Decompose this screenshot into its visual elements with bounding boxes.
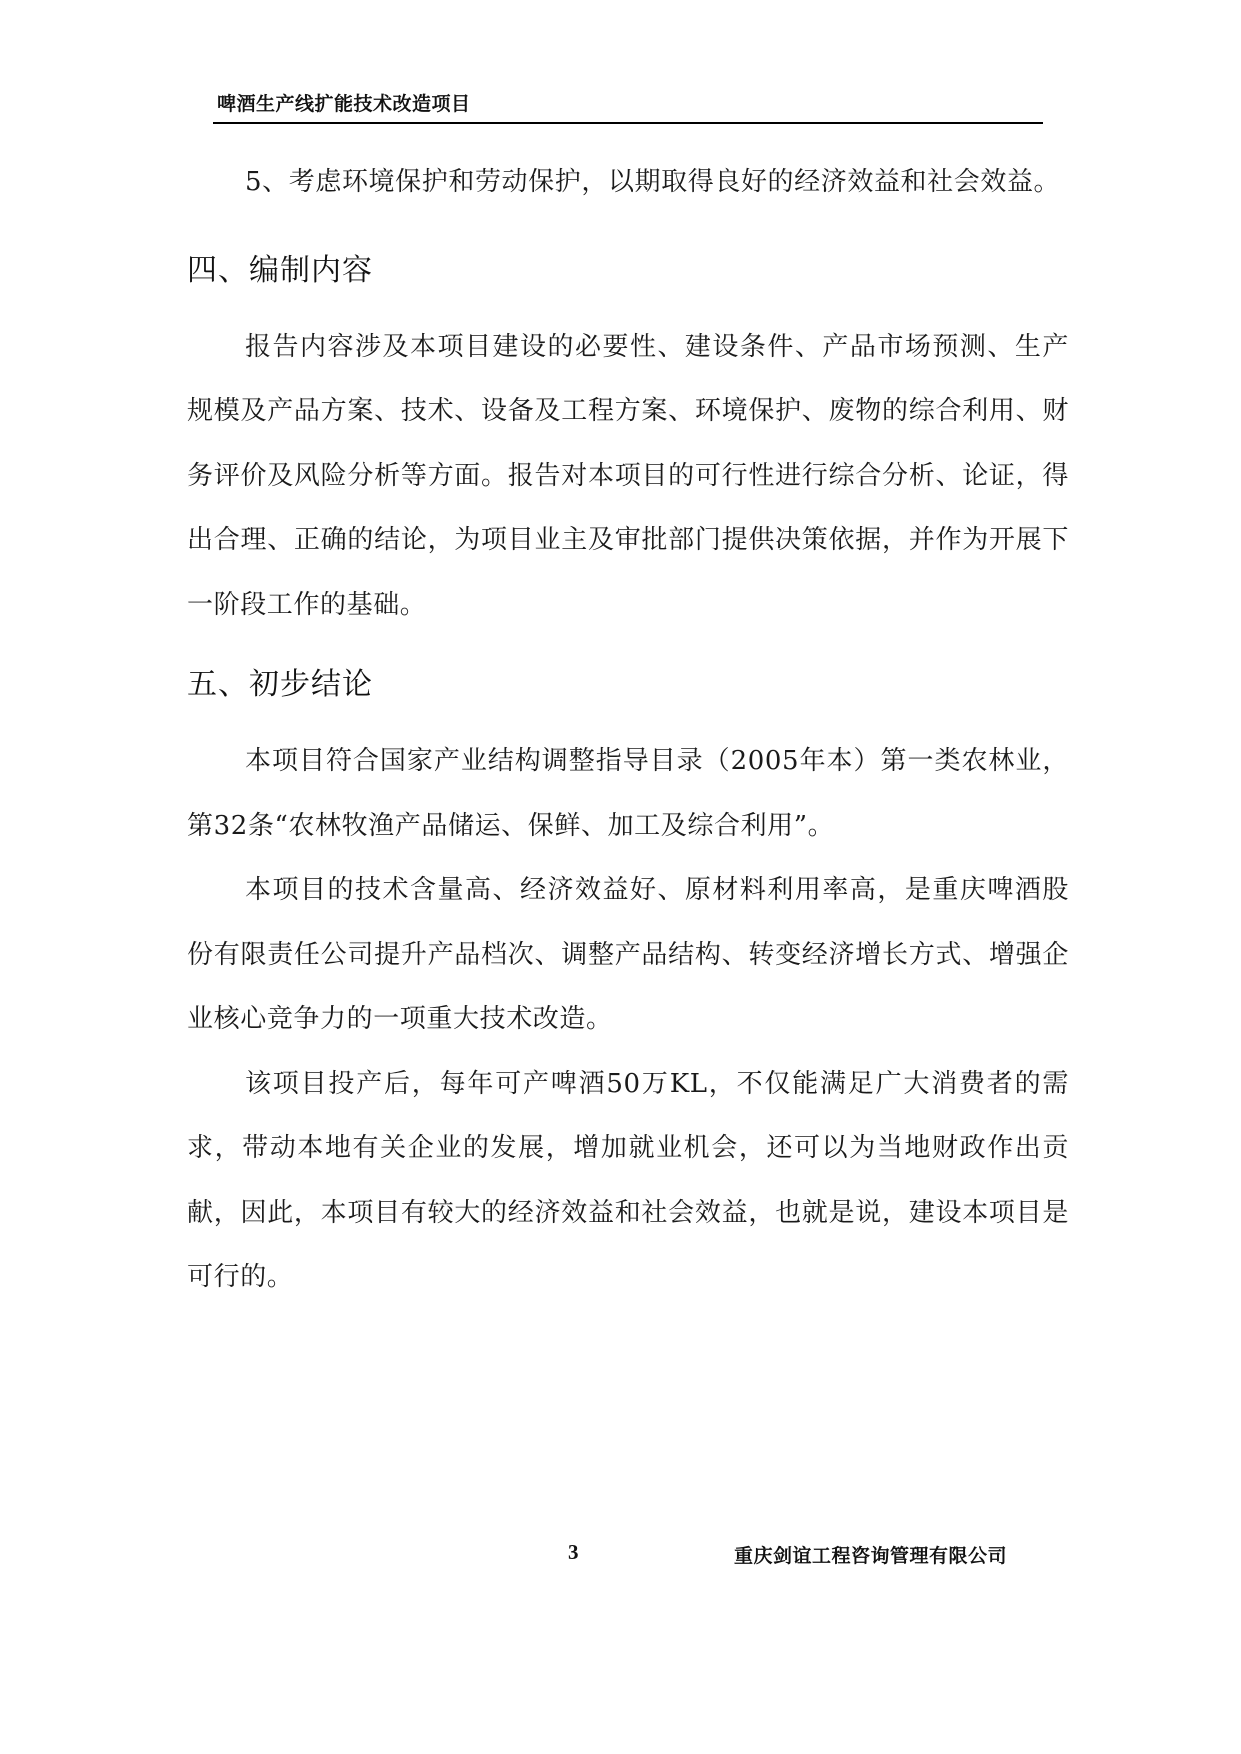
section-heading-preliminary-conclusion: 五、初步结论 [187, 667, 373, 702]
paragraph-conclusion-3: 该项目投产后，每年可产啤酒50万KL，不仅能满足广大消费者的需求，带动本地有关企业的发展，增加就业机会，还可以为当地财政作出贡献，因此，本项目有较大的经济效益和社会效益，也就是说，建设本项目是可行的。 [187, 1068, 1069, 1292]
paragraph-conclusion-2: 本项目的技术含量高、经济效益好、原材料利用率高，是重庆啤酒股份有限责任公司提升产品档次、调整产品结构、转变经济增长方式、增强企业核心竞争力的一项重大技术改造。 [187, 875, 1069, 1034]
header-title: 啤酒生产线扩能技术改造项目 [217, 93, 471, 115]
footer-company-name: 重庆剑谊工程咨询管理有限公司 [734, 1545, 1008, 1567]
paragraph-item-5: 5、考虑环境保护和劳动保护，以期取得良好的经济效益和社会效益。 [245, 167, 1061, 197]
paragraph-conclusion-1: 本项目符合国家产业结构调整指导目录（2005年本）第一类农林业，第32条“农林牧渔产品储运、保鲜、加工及综合利用”。 [187, 746, 1069, 841]
page-number: 3 [568, 1540, 579, 1564]
paragraph-compilation-content: 报告内容涉及本项目建设的必要性、建设条件、产品市场预测、生产规模及产品方案、技术、设备及工程方案、环境保护、废物的综合利用、财务评价及风险分析等方面。报告对本项目的可行性进行综合分析、论证，得出合理、正确的结论，为项目业主及审批部门提供决策依据，并作为开展下一阶段工作的基础。 [187, 331, 1069, 620]
page-footer [0, 1540, 1241, 1580]
page-header [213, 86, 1043, 124]
section-heading-compilation-content: 四、编制内容 [187, 252, 373, 288]
document-body [187, 150, 1069, 1310]
